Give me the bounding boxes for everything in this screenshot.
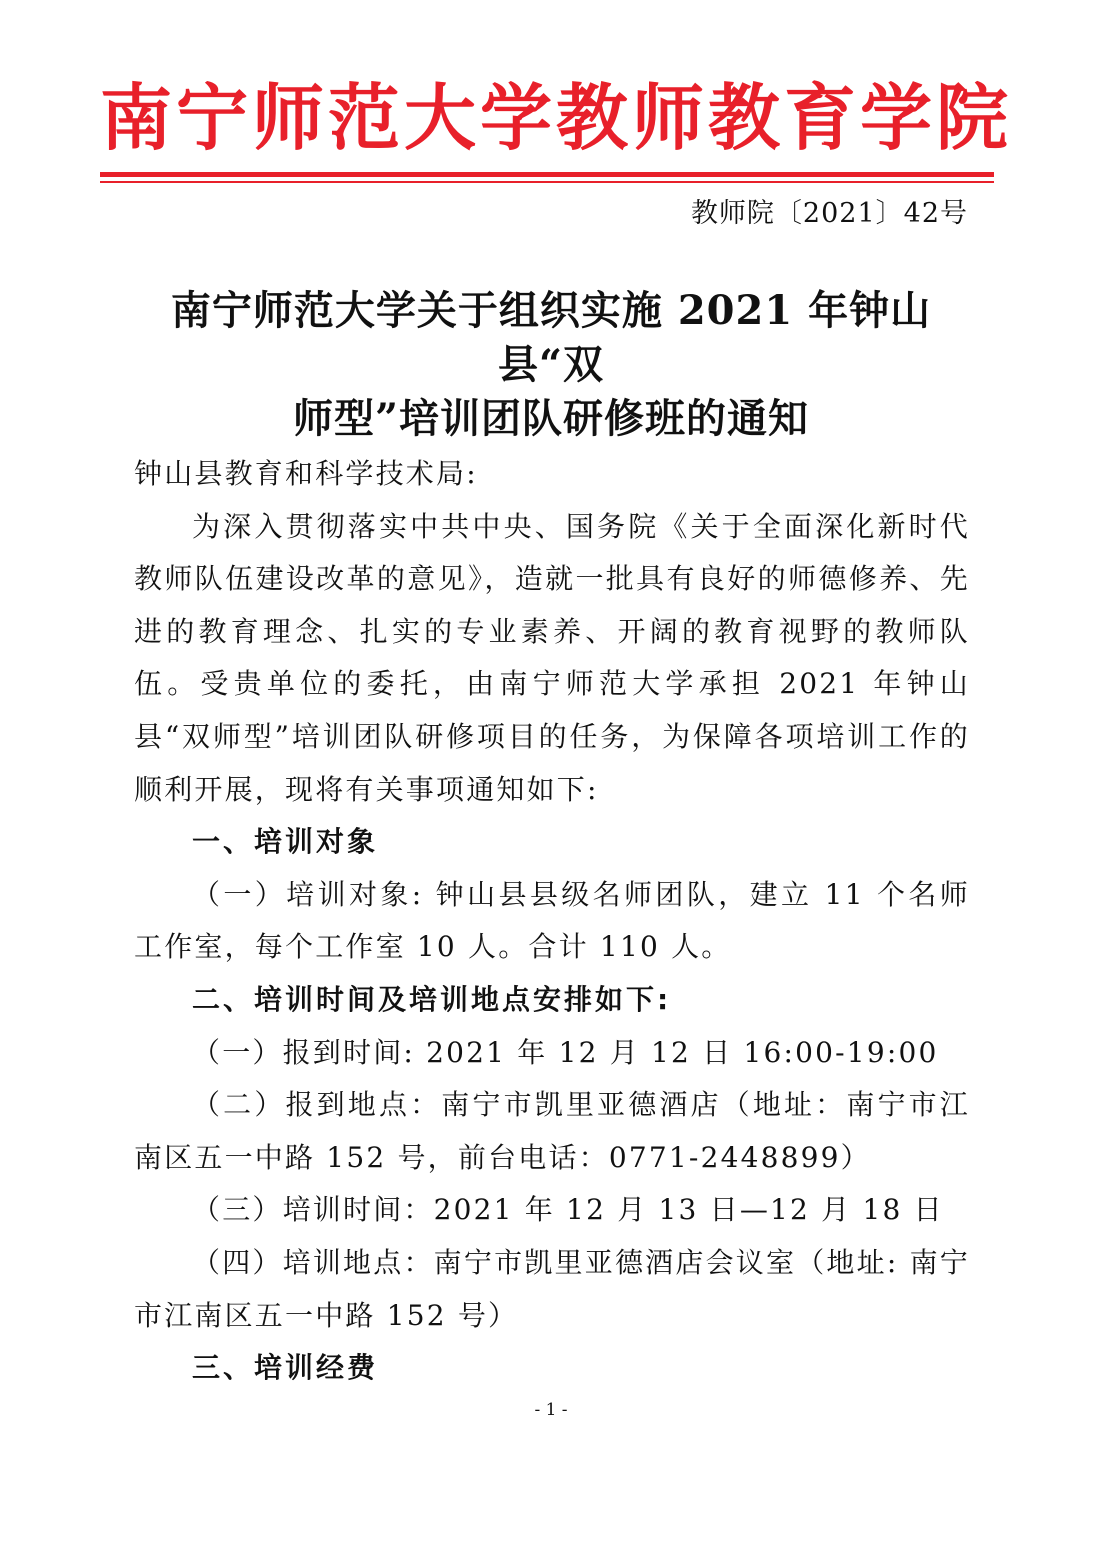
institution-masthead: 南宁师范大学教师教育学院 — [100, 76, 1013, 160]
title-line-2: 师型”培训团队研修班的通知 — [292, 395, 809, 442]
title-line-1: 南宁师范大学关于组织实施 2021 年钟山县“双 — [170, 287, 932, 388]
document-title — [128, 284, 974, 446]
salutation: 钟山县教育和科学技术局: — [134, 457, 478, 490]
section-2-item-2: （二）报到地点：南宁市凯里亚德酒店（地址：南宁市江南区五一中路 152 号，前台电话：0771-2448899） — [134, 1088, 970, 1174]
masthead-rule-thick — [100, 172, 994, 177]
page-number: - 1 - — [534, 1400, 568, 1420]
section-2-item-3: （三）培训时间：2021 年 12 月 13 日—12 月 18 日 — [192, 1193, 944, 1227]
section-2-item-4: （四）培训地点：南宁市凯里亚德酒店会议室（地址: 南宁市江南区五一中路 152 号） — [134, 1245, 970, 1332]
intro-paragraph: 为深入贯彻落实中共中央、国务院《关于全面深化新时代教师队伍建设改革的意见》，造就一批具有良好的师德修养、先进的教育理念、扎实的专业素养、开阔的教育视野的教师队伍。受贵单位的委托，由南宁师范大学承担 2021 年钟山县“双师型”培训团队研修项目的任务，为保障各项培训工作的顺利开展，现将有关事项通知如下: — [134, 509, 970, 806]
section-2-heading: 二、培训时间及培训地点安排如下: — [192, 982, 672, 1016]
section-1-heading: 一、培训对象 — [192, 825, 379, 859]
section-1-item-1: （一）培训对象: 钟山县县级名师团队，建立 11 个名师工作室，每个工作室 10 人。合计 110 人。 — [134, 877, 970, 964]
section-2-item-1: （一）报到时间: 2021 年 12 月 12 日 16:00-19:00 — [192, 1035, 939, 1069]
masthead-rule-thin — [100, 181, 994, 183]
document-body — [134, 448, 970, 1395]
document-number: 教师院〔2021〕42号 — [690, 198, 968, 229]
section-3-heading: 三、培训经费 — [192, 1351, 379, 1385]
